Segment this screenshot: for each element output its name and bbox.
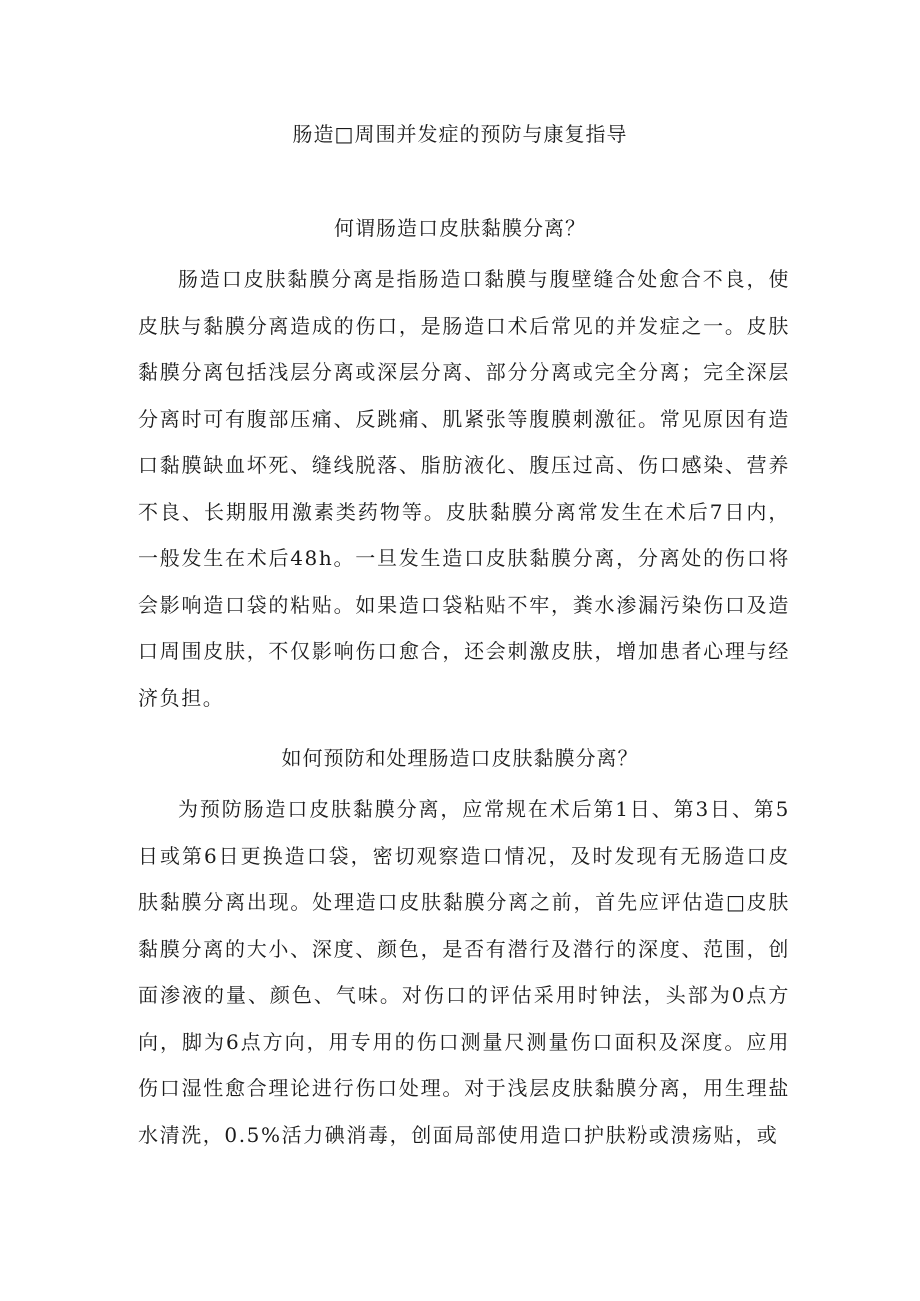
document-title: 肠造□周围并发症的预防与康复指导	[292, 122, 628, 146]
section-paragraph-2: 为预防肠造口皮肤黏膜分离，应常规在术后第1日、第3日、第5日或第6日更换造口袋，密切观察造口情况，及时发现有无肠造口皮肤黏膜分离出现。处理造口皮肤黏膜分离之前，首先应评估造□皮肤黏膜分离的大小、深度、颜色，是否有潜行及潜行的深度、范围，创面渗液的量、颜色、气味。对伤口的评估采用时钟法，头部为0点方向，脚为6点方向，用专用的伤口测量尺测量伤口面积及深度。应用伤口湿性愈合理论进行伤口处理。对于浅层皮肤黏膜分离，用生理盐水清洗，0.5%活力碘消毒，创面局部使用造口护肤粉或溃疡贴，或	[138, 797, 790, 1147]
section-heading-2: 如何预防和处理肠造口皮肤黏膜分离？	[281, 746, 639, 770]
section-paragraph-1: 肠造口皮肤黏膜分离是指肠造口黏膜与腹壁缝合处愈合不良，使皮肤与黏膜分离造成的伤口，是肠造口术后常见的并发症之一。皮肤黏膜分离包括浅层分离或深层分离、部分分离或完全分离；完全深层分离时可有腹部压痛、反跳痛、肌紧张等腹膜刺激征。常见原因有造口黏膜缺血坏死、缝线脱落、脂肪液化、腹压过高、伤口感染、营养不良、长期服用激素类药物等。皮肤黏膜分离常发生在术后7日内，一般发生在术后48h。一旦发生造口皮肤黏膜分离，分离处的伤口将会影响造口袋的粘贴。如果造口袋粘贴不牢，粪水渗漏污染伤口及造口周围皮肤，不仅影响伤口愈合，还会刺激皮肤，增加患者心理与经济负担。	[138, 267, 790, 710]
section-heading-1: 何谓肠造口皮肤黏膜分离？	[334, 216, 586, 240]
